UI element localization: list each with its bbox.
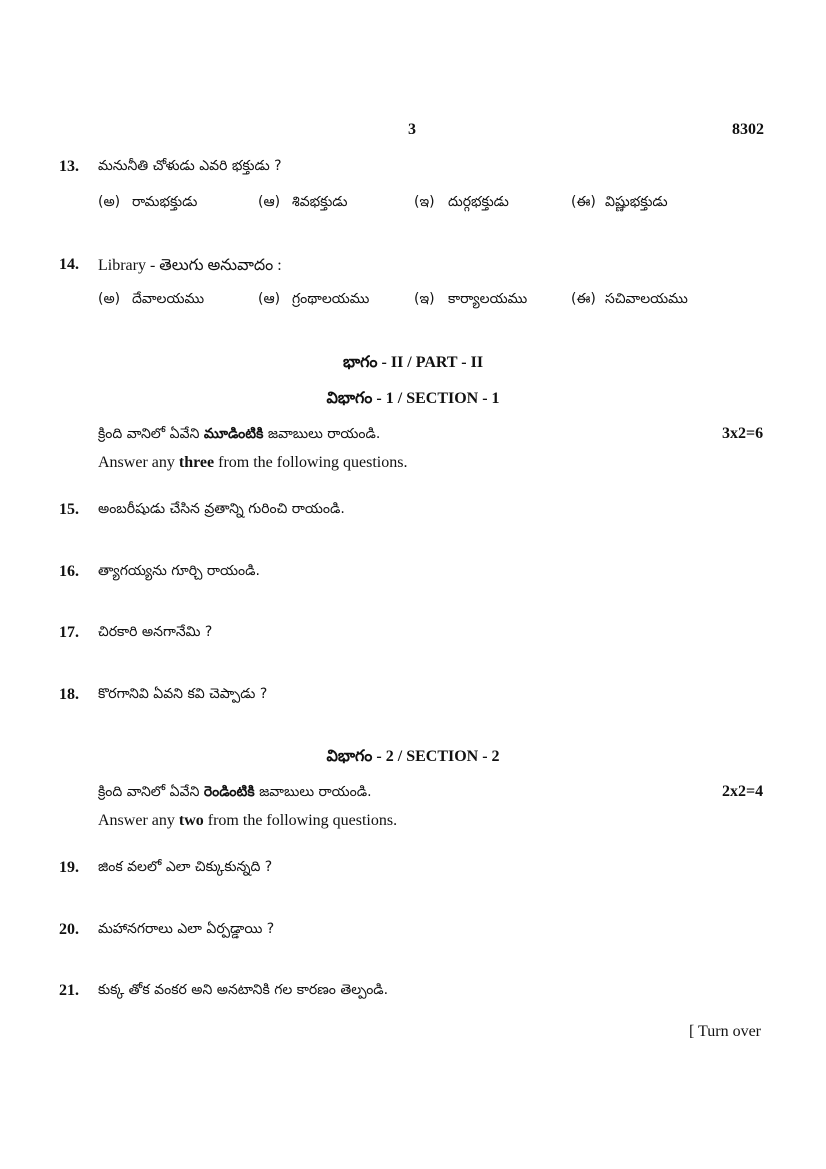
question-text: కుక్క తోక వంకర అని అనటానికి గల కారణం తెల్పండి.	[98, 982, 389, 998]
instruction-bold: మూడింటికి	[203, 426, 264, 442]
section-1-heading: విభాగం - 1 / SECTION - 1	[326, 390, 500, 407]
question-number: 18.	[59, 686, 79, 703]
question-text: త్యాగయ్యను గూర్చి రాయండి.	[98, 563, 260, 579]
option-text: దేవాలయము	[132, 291, 205, 307]
question-text: జింక వలలో ఎలా చిక్కుకున్నది ?	[98, 859, 273, 875]
instruction-post: జవాబులు రాయండి.	[263, 426, 381, 442]
en-post: from the following questions.	[214, 454, 408, 471]
en-bold: three	[178, 454, 215, 471]
question-text: మనునీతి చోళుడు ఎవరి భక్తుడు ?	[98, 158, 282, 174]
section-2-marks: 2x2=4	[722, 783, 764, 800]
instruction-pre: క్రింది వానిలో ఏవేని	[98, 784, 204, 800]
en-pre: Answer any	[98, 454, 179, 471]
option-ii	[571, 291, 688, 310]
section-1-english-instruction	[98, 454, 407, 472]
option-aa	[258, 291, 369, 310]
option-label: (అ)	[98, 194, 121, 210]
paper-code: 8302	[732, 121, 764, 138]
section-2-english-instruction	[98, 812, 397, 830]
option-label: (ఇ)	[414, 194, 435, 210]
option-label: (ఆ)	[258, 291, 281, 307]
turn-over: [ Turn over	[689, 1023, 762, 1040]
option-i	[414, 291, 527, 310]
en-pre: Answer any	[98, 812, 179, 829]
question-text	[98, 256, 282, 278]
question-number: 21.	[59, 982, 79, 999]
question-number: 14.	[59, 256, 79, 273]
instruction-pre: క్రింది వానిలో ఏవేని	[98, 426, 204, 442]
section-2-heading: విభాగం - 2 / SECTION - 2	[326, 748, 500, 765]
question-text: చిరకారి అనగానేమి ?	[98, 624, 213, 640]
instruction-bold: రెండింటికి	[203, 784, 255, 800]
question-text: అంబరీషుడు చేసిన వ్రతాన్ని గురించి రాయండి.	[98, 501, 345, 517]
option-text: కార్యాలయము	[448, 291, 528, 307]
option-a	[98, 291, 204, 310]
option-aa	[258, 194, 348, 213]
option-text: దుర్గభక్తుడు	[448, 194, 509, 210]
question-text: మహానగరాలు ఎలా ఏర్పడ్డాయి ?	[98, 921, 275, 937]
option-label: (ఆ)	[258, 194, 281, 210]
section-1-instruction	[98, 426, 380, 445]
option-text: విష్ణుభక్తుడు	[605, 194, 668, 210]
option-label: (ఈ)	[571, 194, 596, 210]
en-bold: two	[178, 812, 204, 829]
question-number: 15.	[59, 501, 79, 518]
option-label: (ఈ)	[571, 291, 596, 307]
option-text: సచివాలయము	[605, 291, 688, 307]
section-1-marks: 3x2=6	[722, 425, 764, 442]
page-number: 3	[408, 121, 416, 138]
question-text: కొరగానివి ఏవని కవి చెప్పాడు ?	[98, 686, 268, 702]
question-number: 20.	[59, 921, 79, 938]
question-number: 13.	[59, 158, 79, 175]
option-label: (ఇ)	[414, 291, 435, 307]
section-2-instruction	[98, 784, 372, 803]
option-label: (అ)	[98, 291, 121, 307]
en-post: from the following questions.	[203, 812, 398, 829]
option-text: శివభక్తుడు	[292, 194, 348, 210]
option-ii	[571, 194, 668, 213]
option-i	[414, 194, 509, 213]
question-number: 17.	[59, 624, 79, 641]
option-a	[98, 194, 197, 213]
question-number: 19.	[59, 859, 79, 876]
question-number: 16.	[59, 563, 79, 580]
option-text: గ్రంథాలయము	[292, 291, 370, 307]
instruction-post: జవాబులు రాయండి.	[254, 784, 372, 800]
option-text: రామభక్తుడు	[132, 194, 198, 210]
part-heading: భాగం - II / PART - II	[342, 354, 484, 371]
question-text-span: Library - తెలుగు అనువాదం :	[98, 257, 282, 274]
